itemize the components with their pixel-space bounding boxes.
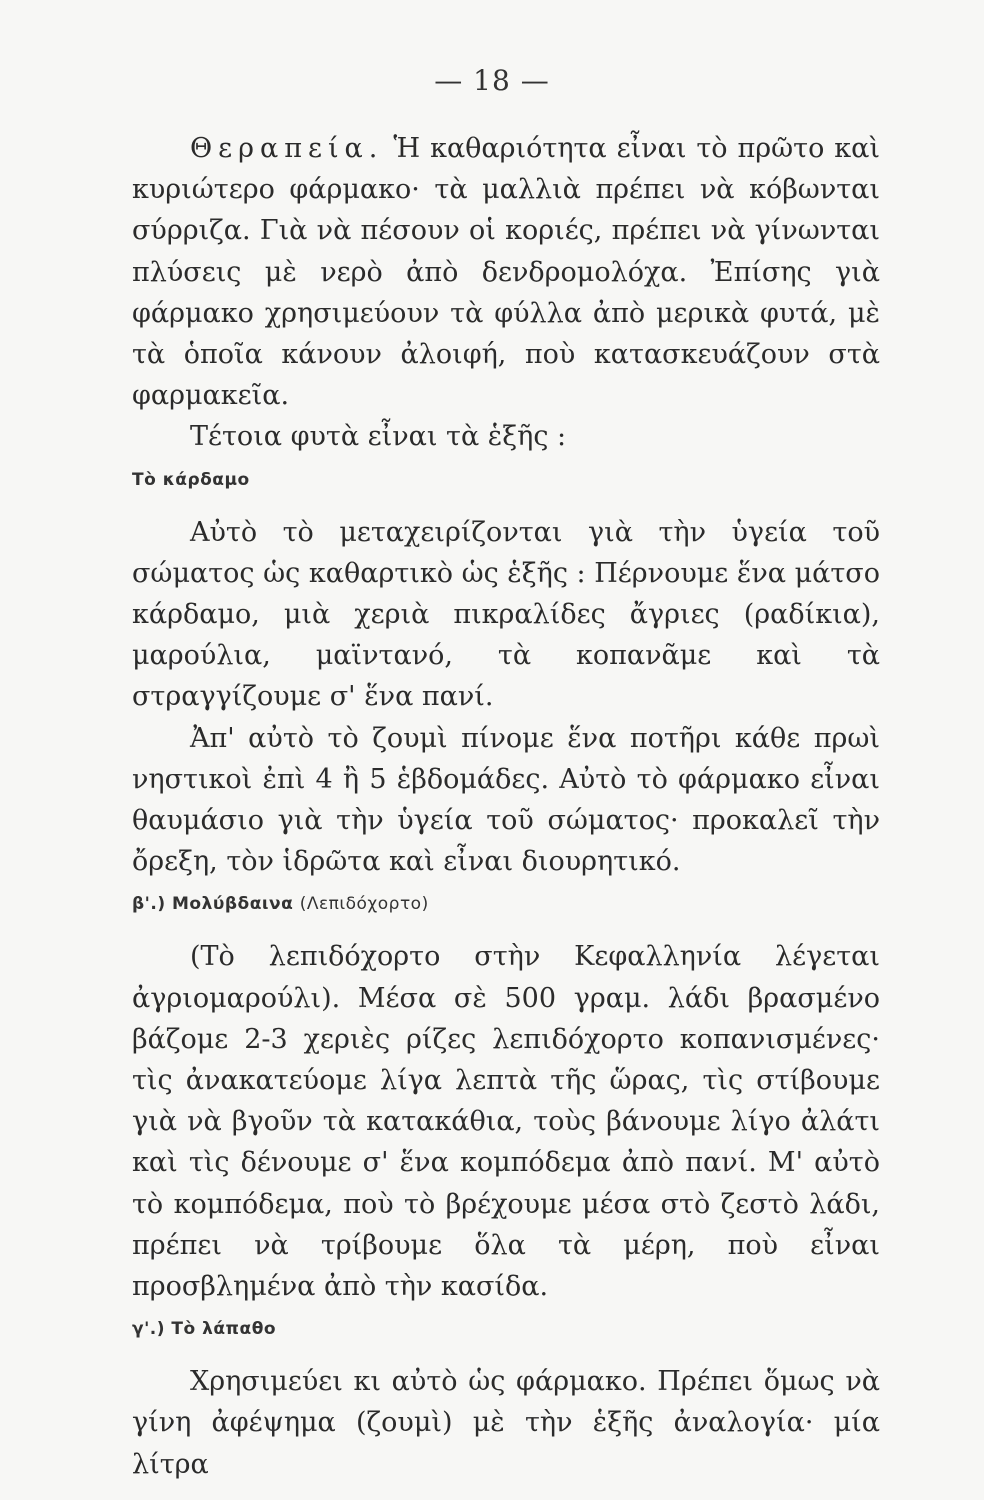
- lapatho-paragraph-1: Χρησιμεύει κι αὐτὸ ὡς φάρμακο. Πρέπει ὅμως νὰ γίνη ἀφέψημα (ζουμὶ) μὲ τὴν ἑξῆς ἀναλογία· μία λίτρα: [132, 1366, 880, 1480]
- molyvdaina-paragraph-1: (Τὸ λεπιδόχορτο στὴν Κεφαλληνία λέγεται ἀγριομαρούλι). Μέσα σὲ 500 γραμ. λάδι βρασμένο βάζομε 2-3 χεριὲς ρίζες λεπιδόχορτο κοπανισμένες· τὶς ἀνακατεύομε λίγα λεπτὰ τῆς ὥρας, τὶς στίβουμε γιὰ νὰ βγοῦν τὰ κατακάθια, τοὺς βάνουμε λίγο ἀλάτι καὶ τὶς δένουμε σ' ἕνα κομπόδεμα ἀπὸ πανί. Μ' αὐτὸ τὸ κομπόδεμα, ποὺ τὸ βρέχουμε μέσα στὸ ζεστὸ λάδι, πρέπει νὰ τρίβουμε ὅλα τὰ μέρη, ποὺ εἶναι προσβλημένα ἀπὸ τὴν κασίδα.: [132, 941, 880, 1303]
- section-heading-lapatho: [132, 1319, 880, 1339]
- cardamom-paragraph-2: Ἀπ' αὐτὸ τὸ ζουμὶ πίνομε ἕνα ποτῆρι κάθε πρωὶ νηστικοὶ ἐπὶ 4 ἢ 5 ἑβδομάδες. Αὐτὸ τὸ φάρμακο εἶναι θαυμάσιο γιὰ τὴν ὑγεία τοῦ σώματος· προκαλεῖ τὴν ὄρεξη, τὸν ἱδρῶτα καὶ εἶναι διουρητικό.: [132, 722, 880, 878]
- section-heading-text: β'.) Μολύβδαινα: [132, 894, 294, 915]
- page-number: — 18 —: [434, 64, 550, 97]
- body-text: [132, 128, 880, 1485]
- cardamom-paragraph-1: Αὐτὸ τὸ μεταχειρίζονται γιὰ τὴν ὑγεία τοῦ σώματος ὡς καθαρτικὸ ὡς ἑξῆς : Πέρνουμε ἕνα μάτσο κάρδαμο, μιὰ χεριὰ πικραλίδες ἄγριες (ραδίκια), μαρούλια, μαϊντανό, τὰ κοπανᾶμε καὶ τὰ στραγγίζουμε σ' ἕνα πανί.: [132, 516, 880, 713]
- therapy-text: Ἡ καθαριότητα εἶναι τὸ πρῶτο καὶ κυριώτερο φάρμακο· τὰ μαλλιὰ πρέπει νὰ κόβωνται σύρριζα. Γιὰ νὰ πέσουν οἱ κοριές, πρέπει νὰ γίνωνται πλύσεις μὲ νερὸ ἀπὸ δενδρομολόχα. Ἐπίσης γιὰ φάρμακο χρησιμεύουν τὰ φύλλα ἀπὸ μερικὰ φυτά, μὲ τὰ ὁποῖα κάνουν ἀλοιφή, ποὺ κατασκευάζουν στὰ φαρμακεῖα.: [132, 133, 880, 412]
- section-heading-text: Τὸ κάρδαμο: [132, 469, 250, 490]
- therapy-paragraph: [132, 128, 880, 416]
- section-heading-note: (Λεπιδόχορτο): [299, 894, 429, 915]
- plants-intro: Τέτοια φυτὰ εἶναι τὰ ἑξῆς :: [190, 421, 567, 453]
- therapy-label: Θεραπεία.: [190, 133, 384, 164]
- section-heading-text: γ'.) Τὸ λάπαθο: [132, 1319, 277, 1340]
- section-heading-cardamom: [132, 470, 880, 490]
- section-heading-molyvdaina: [132, 894, 880, 914]
